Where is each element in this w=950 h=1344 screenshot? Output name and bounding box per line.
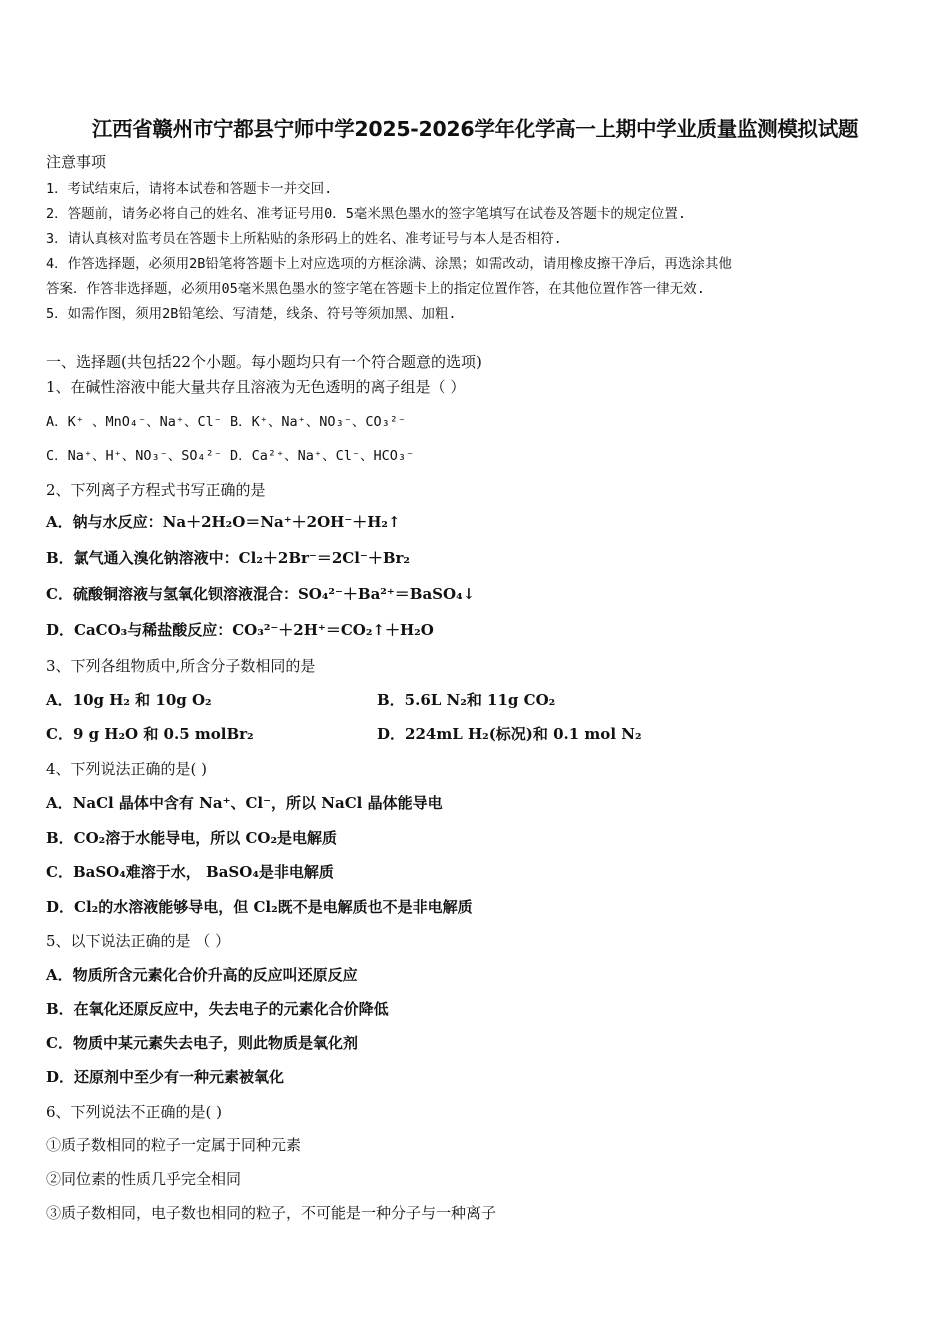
q5-option-b: B．在氧化还原反应中，失去电子的元素化合价降低 (46, 1000, 389, 1018)
q2-option-c: C．硫酸铜溶液与氢氧化钡溶液混合：SO₄²⁻＋Ba²⁺＝BaSO₄↓ (46, 585, 476, 603)
q4-stem: 4、下列说法正确的是( ) (46, 760, 208, 778)
section-title: 一、选择题(共包括22个小题。每小题均只有一个符合题意的选项) (46, 353, 482, 371)
q3-option-b: B．5.6L N₂和 11g CO₂ (377, 691, 556, 709)
notice-item-4: 4．作答选择题，必须用2B铅笔将答题卡上对应选项的方框涂满、涂黑；如需改动，请用橡皮擦干净后，再选涂其他 (46, 256, 732, 272)
notice-item-4-cont: 答案．作答非选择题，必须用05毫米黑色墨水的签字笔在答题卡上的指定位置作答，在其他位置作答一律无效. (46, 281, 705, 297)
q5-option-c: C．物质中某元素失去电子，则此物质是氧化剂 (46, 1034, 358, 1052)
q3-option-c: C．9 g H₂O 和 0.5 molBr₂ (46, 725, 254, 743)
q2-stem: 2、下列离子方程式书写正确的是 (46, 481, 266, 499)
q4-option-d: D．Cl₂的水溶液能够导电，但 Cl₂既不是电解质也不是非电解质 (46, 898, 473, 916)
q5-stem: 5、以下说法正确的是 （ ） (46, 932, 231, 950)
page-title: 江西省赣州市宁都县宁师中学2025-2026学年化学高一上期中学业质量监测模拟试题 (91, 117, 859, 141)
q6-stem: 6、下列说法不正确的是( ) (46, 1103, 223, 1121)
q6-statement-2: ②同位素的性质几乎完全相同 (46, 1170, 242, 1188)
q6-statement-1: ①质子数相同的粒子一定属于同种元素 (46, 1136, 302, 1154)
notice-item-2: 2．答题前，请务必将自己的姓名、准考证号用0．5毫米黑色墨水的签字笔填写在试卷及答题卡的规定位置. (46, 206, 687, 222)
q3-option-a: A．10g H₂ 和 10g O₂ (46, 691, 212, 709)
q1-stem: 1、在碱性溶液中能大量共存且溶液为无色透明的离子组是（ ） (46, 378, 466, 396)
notice-item-5: 5．如需作图，须用2B铅笔绘、写清楚，线条、符号等须加黑、加粗. (46, 306, 457, 322)
notice-heading: 注意事项 (46, 153, 107, 171)
q2-option-b: B．氯气通入溴化钠溶液中：Cl₂＋2Br⁻＝2Cl⁻＋Br₂ (46, 549, 410, 567)
notice-item-3: 3．请认真核对监考员在答题卡上所粘贴的条形码上的姓名、准考证号与本人是否相符. (46, 231, 562, 247)
notice-item-1: 1．考试结束后，请将本试卷和答题卡一并交回. (46, 181, 333, 197)
q4-option-a: A．NaCl 晶体中含有 Na⁺、Cl⁻，所以 NaCl 晶体能导电 (46, 794, 443, 812)
q6-statement-3: ③质子数相同，电子数也相同的粒子，不可能是一种分子与一种离子 (46, 1204, 497, 1222)
q4-option-b: B．CO₂溶于水能导电，所以 CO₂是电解质 (46, 829, 338, 847)
q2-option-d: D．CaCO₃与稀盐酸反应：CO₃²⁻＋2H⁺＝CO₂↑＋H₂O (46, 621, 434, 639)
q1-options-cd: C．Na⁺、H⁺、NO₃⁻、SO₄²⁻ D．Ca²⁺、Na⁺、Cl⁻、HCO₃⁻ (46, 448, 415, 464)
q5-option-d: D．还原剂中至少有一种元素被氧化 (46, 1068, 285, 1086)
q4-option-c: C．BaSO₄难溶于水， BaSO₄是非电解质 (46, 863, 334, 881)
q2-option-a: A．钠与水反应：Na＋2H₂O＝Na⁺＋2OH⁻＋H₂↑ (46, 513, 401, 531)
q3-option-d: D．224mL H₂(标况)和 0.1 mol N₂ (377, 725, 642, 743)
q3-stem: 3、下列各组物质中,所含分子数相同的是 (46, 657, 316, 675)
q5-option-a: A．物质所含元素化合价升高的反应叫还原反应 (46, 966, 358, 984)
q1-options-ab: A．K⁺ 、MnO₄⁻、Na⁺、Cl⁻ B．K⁺、Na⁺、NO₃⁻、CO₃²⁻ (46, 414, 406, 430)
